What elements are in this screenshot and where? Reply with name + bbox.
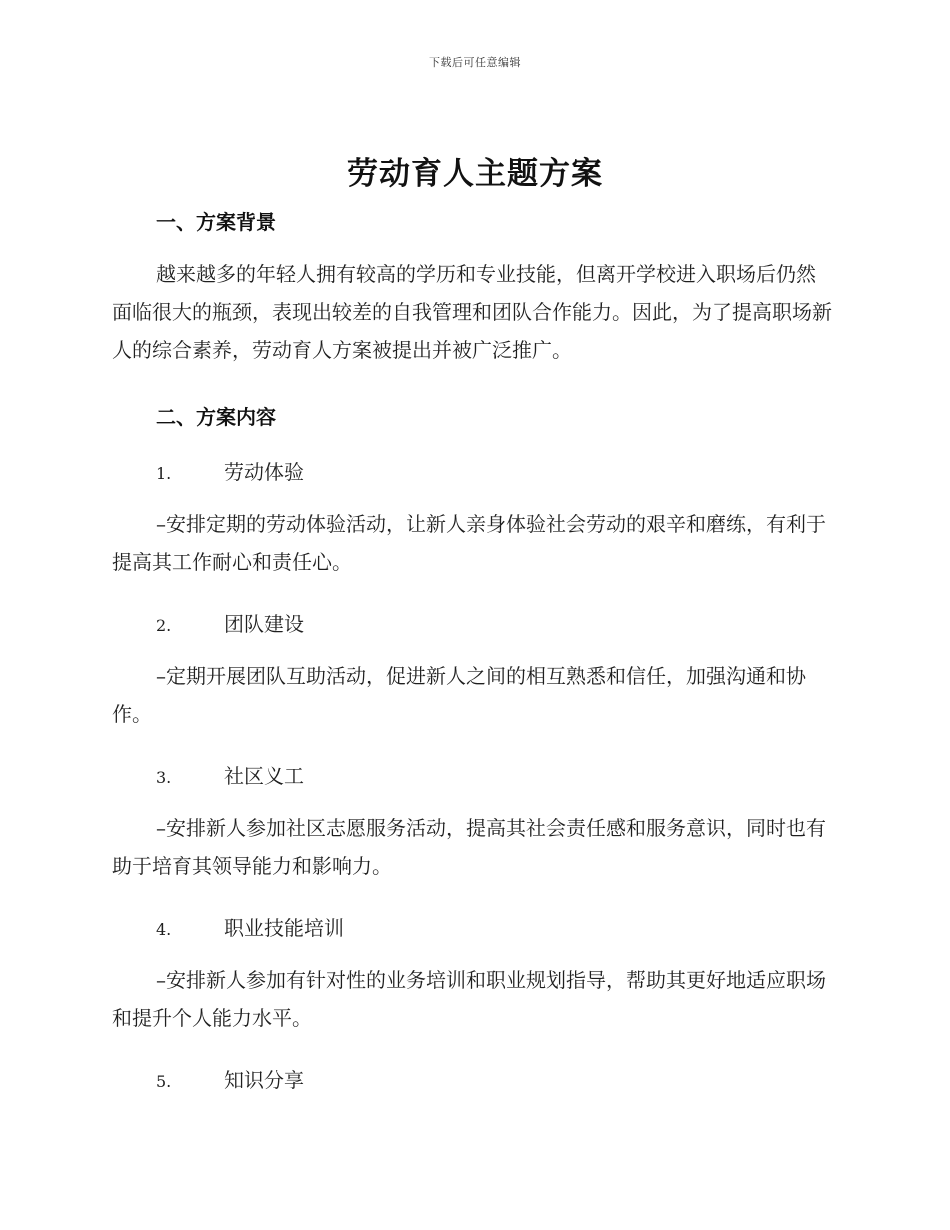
list-item-description: –安排定期的劳动体验活动，让新人亲身体验社会劳动的艰辛和磨练，有利于提高其工作耐心和责任心。 [112,512,826,574]
list-item-description: –安排新人参加有针对性的业务培训和职业规划指导，帮助其更好地适应职场和提升个人能力水平。 [112,968,826,1030]
section-heading-background: 一、方案背景 [156,210,276,234]
list-item-number: 1. [156,464,172,483]
list-item-label: 知识分享 [224,1068,304,1092]
section-heading-content: 二、方案内容 [156,405,276,429]
list-item-description: –定期开展团队互助活动，促进新人之间的相互熟悉和信任，加强沟通和协作。 [112,664,806,726]
document-title: 劳动育人主题方案 [347,156,603,192]
list-item-number: 3. [156,768,172,787]
list-item-label: 职业技能培训 [224,916,344,940]
header-note: 下载后可任意编辑 [429,56,521,69]
list-item [156,760,556,789]
list-item [156,456,556,485]
list-item-label: 团队建设 [224,612,304,636]
list-item-number: 5. [156,1072,172,1091]
list-item-label: 劳动体验 [224,460,304,484]
list-item [156,608,556,637]
list-item-description: –安排新人参加社区志愿服务活动，提高其社会责任感和服务意识，同时也有助于培育其领导能力和影响力。 [112,816,826,878]
background-paragraph: 越来越多的年轻人拥有较高的学历和专业技能，但离开学校进入职场后仍然面临很大的瓶颈，表现出较差的自我管理和团队合作能力。因此，为了提高职场新人的综合素养，劳动育人方案被提出并被广泛推广。 [112,262,832,362]
list-item-number: 2. [156,616,172,635]
list-item-number: 4. [156,920,172,939]
list-item [156,912,556,941]
list-item [156,1064,556,1093]
list-item-label: 社区义工 [224,764,304,788]
